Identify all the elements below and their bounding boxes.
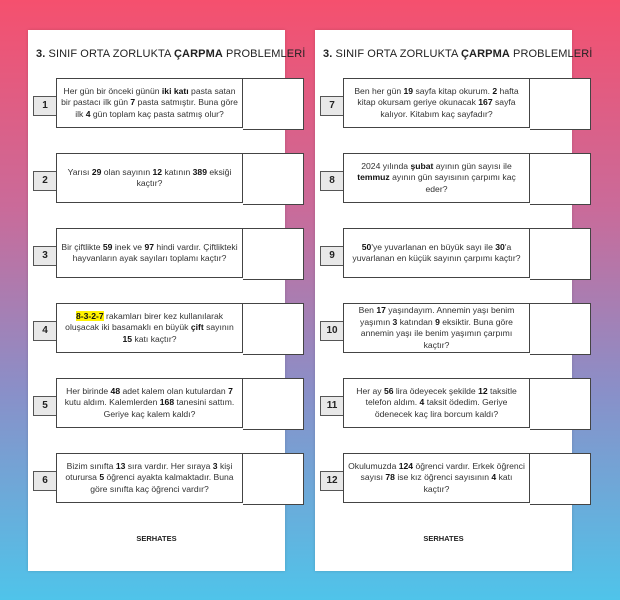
- worksheet-title: [323, 48, 592, 60]
- emphasis-text: 4: [85, 108, 91, 119]
- emphasis-text: 12: [478, 385, 488, 396]
- question-text-part: Yarısı: [67, 166, 92, 177]
- question-text: [343, 303, 530, 353]
- question-text-part: ise kız öğrenci sayısının: [394, 472, 492, 483]
- question-row: [320, 453, 620, 505]
- question-text: [56, 378, 243, 428]
- question-text-part: tanesini sattım. Geriye kaç kalem kaldı?: [103, 397, 235, 419]
- question-number: 2: [33, 171, 57, 191]
- emphasis-text: 9: [435, 316, 440, 327]
- question-text-part: gün toplam kaç pasta satmış olur?: [90, 108, 224, 119]
- emphasis-text: 7: [130, 97, 136, 108]
- emphasis-text: şubat: [410, 160, 434, 171]
- emphasis-text: çift: [190, 322, 204, 333]
- emphasis-text: 19: [403, 85, 414, 96]
- answer-box: [243, 303, 304, 355]
- question-row: [33, 378, 333, 430]
- question-text-part: kutu aldım. Kalemlerden: [64, 397, 160, 408]
- highlighted-digits: 8-3-2-7: [75, 310, 104, 321]
- worksheet-title: [36, 48, 305, 60]
- worksheet-right: [315, 30, 593, 571]
- question-text: [56, 228, 243, 278]
- emphasis-text: 29: [91, 166, 102, 177]
- emphasis-text: 15: [122, 333, 133, 344]
- emphasis-text: 2: [492, 85, 498, 96]
- title-text: SINIF ORTA ZORLUKTA: [48, 48, 171, 60]
- question-text-part: Okulumuzda: [348, 460, 399, 471]
- question-text-part: inek ve: [112, 241, 145, 252]
- question-row: [33, 228, 333, 280]
- question-row: [33, 303, 333, 355]
- question-text-part: ayının gün sayısının çarpımı kaç eder?: [389, 172, 516, 194]
- answer-box: [243, 153, 304, 205]
- question-text-part: Ben her gün: [354, 85, 404, 96]
- title-number: 3.: [36, 48, 46, 60]
- question-row: [33, 453, 333, 505]
- question-number: 4: [33, 321, 57, 341]
- emphasis-text: 13: [115, 460, 126, 471]
- question-text-part: Bizim sınıfta: [66, 460, 116, 471]
- question-text: [56, 303, 243, 353]
- question-text-part: pasta satmıştır. Buna göre ilk: [75, 97, 238, 119]
- question-number: 8: [320, 171, 344, 191]
- question-number: 7: [320, 96, 344, 116]
- question-text-part: hindi vardır. Çiftlikteki hayvanların ayak sayıları toplamı kaçtır?: [72, 241, 238, 263]
- answer-box: [530, 453, 591, 505]
- question-text-part: Her gün bir önceki günün: [63, 85, 162, 96]
- question-text-part: sayfa kitap okurum.: [413, 85, 493, 96]
- question-text-part: katının: [162, 166, 193, 177]
- question-text-part: Bir çiftlikte: [61, 241, 103, 252]
- question-number: 12: [320, 471, 344, 491]
- question-text-part: öğrenci ayakta kalmaktadır. Buna göre sınıfta kaç öğrenci vardır?: [90, 472, 234, 494]
- question-text-part: katı kaçtır?: [132, 333, 177, 344]
- question-text-part: rakamları birer kez kullanılarak oluşacak iki basamaklı en büyük: [65, 310, 224, 333]
- question-row: [320, 78, 620, 130]
- question-text-part: Her birinde: [66, 385, 111, 396]
- question-text-part: pasta satan bir pastacı ilk gün: [61, 85, 236, 108]
- emphasis-text: 4: [491, 472, 497, 483]
- question-text: [343, 378, 530, 428]
- question-text-part: olan sayının: [101, 166, 153, 177]
- question-text-part: ayının gün sayısı ile: [433, 160, 512, 171]
- question-row: [33, 78, 333, 130]
- question-row: [320, 153, 620, 205]
- title-text: SINIF ORTA ZORLUKTA: [335, 48, 458, 60]
- emphasis-text: temmuz: [357, 172, 390, 183]
- emphasis-text: 50: [361, 241, 372, 252]
- emphasis-text: 3: [212, 460, 218, 471]
- answer-box: [530, 78, 591, 130]
- question-text-part: öğrenci vardır. Erkek öğrenci sayısı: [360, 460, 525, 483]
- emphasis-text: 3: [392, 316, 398, 327]
- emphasis-text: 78: [385, 472, 395, 483]
- question-text: [343, 453, 530, 503]
- emphasis-text: 4: [419, 397, 425, 408]
- question-text-part: hafta kitap okursam geriye okunacak: [357, 85, 519, 108]
- question-text-part: sayfa kalıyor. Kitabım kaç sayfadır?: [380, 97, 516, 119]
- emphasis-text: 5: [99, 472, 105, 483]
- question-text-part: Her ay: [356, 385, 384, 396]
- question-text-part: eksiktir. Buna göre annemin yaşı ile benim yaşımın çarpımı kaçtır?: [360, 316, 513, 350]
- title-keyword: ÇARPMA: [174, 48, 223, 60]
- question-text-part: kişi oturursa: [65, 460, 233, 483]
- emphasis-text: 12: [152, 166, 163, 177]
- question-row: [320, 378, 620, 430]
- title-number: 3.: [323, 48, 333, 60]
- question-text: [343, 228, 530, 278]
- question-text-part: 'a yuvarlanan en küçük sayının çarpımı kaçtır?: [352, 241, 521, 263]
- emphasis-text: 17: [376, 305, 386, 315]
- emphasis-text: 56: [383, 385, 394, 396]
- answer-box: [530, 378, 591, 430]
- answer-box: [530, 303, 591, 355]
- title-suffix: PROBLEMLERİ: [513, 48, 593, 60]
- question-text-part: sıra vardır. Her sıraya: [125, 460, 213, 471]
- emphasis-text: 48: [110, 385, 121, 396]
- emphasis-text: 97: [144, 241, 155, 252]
- emphasis-text: 30: [495, 241, 505, 252]
- title-keyword: ÇARPMA: [461, 48, 510, 60]
- question-row: [320, 303, 620, 355]
- emphasis-text: 7: [228, 385, 233, 396]
- emphasis-text: 59: [102, 241, 113, 252]
- question-number: 10: [320, 321, 344, 341]
- question-number: 1: [33, 96, 57, 116]
- question-number: 9: [320, 246, 344, 266]
- question-number: 5: [33, 396, 57, 416]
- worksheet-left: [28, 30, 306, 571]
- emphasis-text: 389: [192, 166, 207, 177]
- emphasis-text: 124: [398, 460, 414, 471]
- question-text: [343, 78, 530, 128]
- question-text-part: Ben: [358, 305, 377, 315]
- question-text-part: taksit ödedim. Geriye ödenecek kaç lira borcum kaldı?: [374, 397, 508, 419]
- question-text-part: 2024 yılında: [361, 160, 411, 171]
- question-text-part: sayının: [203, 322, 234, 333]
- author-footer: SERHATES: [136, 534, 177, 543]
- answer-box: [243, 228, 304, 280]
- author-footer: SERHATES: [423, 534, 464, 543]
- answer-box: [530, 228, 591, 280]
- question-number: 11: [320, 396, 344, 416]
- question-text: [56, 453, 243, 503]
- question-row: [320, 228, 620, 280]
- emphasis-text: iki katı: [161, 85, 189, 96]
- question-text-part: yaşındayım. Annemin yaşı benim yaşımın: [360, 305, 515, 327]
- question-text-part: lira ödeyecek şekilde: [393, 385, 479, 396]
- question-text-part: 'ye yuvarlanan en büyük sayı ile: [371, 241, 496, 252]
- answer-box: [530, 153, 591, 205]
- question-number: 3: [33, 246, 57, 266]
- question-text-part: katı kaçtır?: [423, 472, 513, 494]
- answer-box: [243, 453, 304, 505]
- question-text: [56, 78, 243, 128]
- answer-box: [243, 78, 304, 130]
- question-text: [56, 153, 243, 203]
- emphasis-text: 168: [159, 397, 175, 408]
- question-text-part: eksiği kaçtır?: [136, 166, 232, 188]
- title-suffix: PROBLEMLERİ: [226, 48, 306, 60]
- question-text-part: taksitle telefon aldım.: [365, 385, 517, 408]
- question-text: [343, 153, 530, 203]
- emphasis-text: 167: [478, 97, 493, 108]
- question-number: 6: [33, 471, 57, 491]
- answer-box: [243, 378, 304, 430]
- question-text-part: adet kalem olan kutulardan: [120, 385, 229, 396]
- question-row: [33, 153, 333, 205]
- question-text-part: katından: [397, 316, 436, 327]
